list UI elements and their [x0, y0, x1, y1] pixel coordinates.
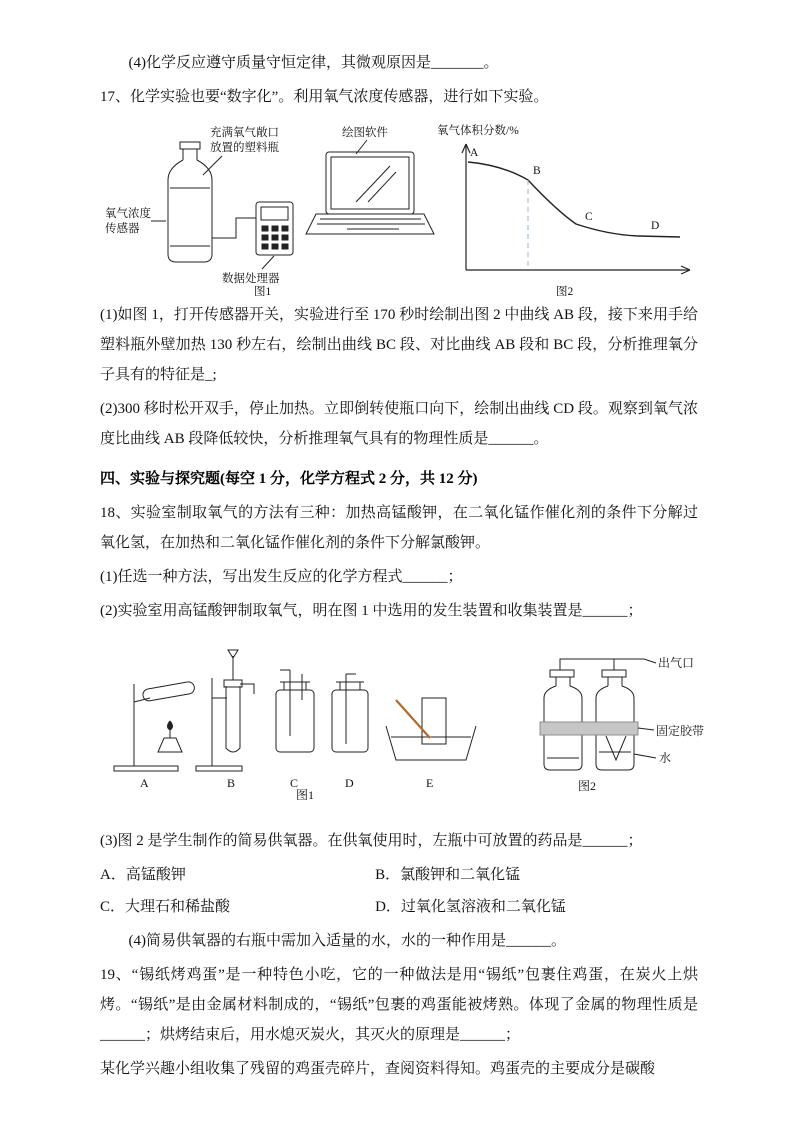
plastic-bottle	[168, 142, 212, 262]
apparatus-label-c: C	[290, 776, 299, 790]
question-17-part1: (1)如图 1，打开传感器开关，实验进行至 170 秒时绘制出图 2 中曲线 AB 段，接下来用手给塑料瓶外壁加热 130 秒左右，绘制出曲线 BC 段、对比曲线 AB 段和 BC 段，分析推理氧分子具有的特征是_;	[100, 307, 698, 383]
outlet-label: 出气口	[658, 656, 695, 670]
figure-q18-container	[100, 640, 705, 800]
apparatus-label-b: B	[227, 776, 236, 790]
apparatus-label-e: E	[426, 776, 434, 790]
sensor-label-line1: 氧气浓度	[105, 208, 151, 220]
question-19-paragraph2: 某化学兴趣小组收集了残留的鸡蛋壳碎片，查阅资料得知。鸡蛋壳的主要成分是碳酸	[100, 1061, 656, 1077]
device-leader-lines	[634, 659, 656, 758]
curve-point-c: C	[585, 211, 593, 223]
question-18-part2: (2)实验室用高锰酸钾制取氧气，明在图 1 中选用的发生装置和收集装置是______；	[100, 603, 643, 619]
question-19-paragraph1: 19、“锡纸烤鸡蛋”是一种特色小吃，它的一种做法是用“锡纸”包裹住鸡蛋，在炭火上烘烤。“锡纸”是由金属材料制成的，“锡纸”包裹的鸡蛋能被烤熟。体现了金属的物理性质是______；烘烤结束后，用水熄灭炭火，其灭火的原理是______；	[100, 967, 698, 1043]
figure-q18	[100, 640, 720, 800]
option-d: D．过氧化氢溶液和二氧化锰	[375, 899, 566, 915]
sensor-label-line2: 传感器	[105, 223, 140, 235]
bottle-label-line1: 充满氧气敞口	[210, 127, 279, 139]
bottle-label-line2: 放置的塑料瓶	[210, 142, 279, 154]
graph-axes	[462, 144, 690, 274]
question-18-part4: (4)简易供氧器的右瓶中需加入适量的水，水的一种作用是______。	[128, 933, 566, 949]
figure2-caption: 图2	[578, 779, 597, 793]
section-4-heading: 四、实验与探究题(每空 1 分，化学方程式 2 分，共 12 分)	[100, 471, 478, 487]
tape-label: 固定胶带	[656, 724, 705, 738]
option-c: C．大理石和稀盐酸	[100, 899, 231, 915]
processor-label: 数据处理器	[222, 273, 280, 285]
graph-ylabel: 氧气体积分数/%	[437, 125, 519, 137]
option-b: B．氯酸钾和二氧化锰	[375, 867, 521, 883]
oxygen-concentration-curve	[468, 162, 680, 237]
curve-point-a: A	[470, 147, 479, 159]
question-16-part4: (4)化学反应遵守质量守恒定律，其微观原因是_______。	[128, 55, 499, 71]
apparatus-a-heating-setup	[114, 681, 195, 771]
data-processor	[256, 202, 293, 255]
question-18-intro: 18、实验室制取氧气的方法有三种：加热高锰酸钾，在二氧化锰作催化剂的条件下分解过氧化氢，在加热和二氧化锰作催化剂的条件下分解氯酸钾。	[100, 505, 698, 551]
oxygen-supply-device	[544, 659, 644, 770]
curve-point-b: B	[533, 165, 541, 177]
options-row-2	[100, 892, 698, 922]
figure1-caption: 图1	[254, 286, 272, 296]
option-a: A．高锰酸钾	[100, 867, 186, 883]
options-row-1	[100, 860, 698, 890]
laptop	[306, 152, 434, 234]
figure-q17	[104, 118, 704, 296]
question-17-intro: 17、化学实验也要“数字化”。利用氧气浓度传感器，进行如下实验。	[100, 89, 549, 105]
apparatus-label-a: A	[140, 776, 149, 790]
question-18-part3: (3)图 2 是学生制作的简易供氧器。在供氧使用时，左瓶中可放置的药品是______；	[100, 833, 643, 849]
curve-point-d: D	[651, 220, 660, 232]
apparatus-d-collection-bottle	[332, 674, 368, 752]
fixing-tape-band	[540, 722, 638, 735]
figure-q17-container	[104, 118, 698, 296]
apparatus-e-water-trough	[386, 698, 476, 760]
apparatus-c-collection-bottle	[276, 670, 314, 752]
question-18-part1: (1)任选一种方法，写出发生反应的化学方程式______；	[100, 569, 463, 585]
figure1-caption: 图1	[296, 788, 315, 800]
water-label: 水	[659, 751, 672, 765]
apparatus-b-liquid-setup	[196, 650, 254, 771]
apparatus-label-d: D	[345, 776, 354, 790]
figure2-caption: 图2	[556, 286, 574, 296]
question-17-part2: (2)300 移时松开双手，停止加热。立即倒转使瓶口向下，绘制出曲线 CD 段。观察到氧气浓度比曲线 AB 段降低较快，分析推理氧气具有的物理性质是______。	[100, 401, 698, 447]
software-label: 绘图软件	[342, 127, 388, 139]
sensor-wire	[212, 218, 256, 238]
